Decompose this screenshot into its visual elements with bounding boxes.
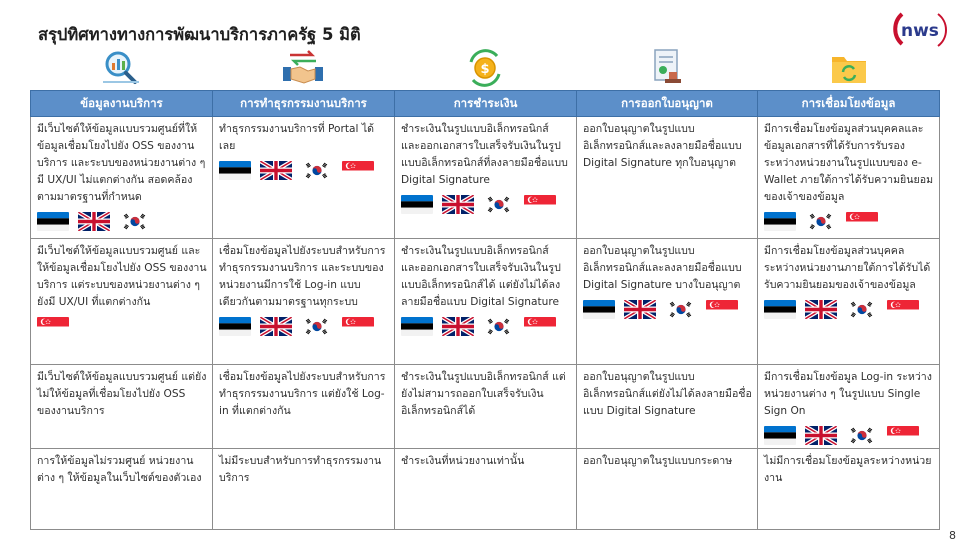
cell-text: มีการเชื่อมโยงข้อมูลส่วนบุคคลและข้อมูลเอกสารที่ได้รับการรับรองระหว่างหน่วยงานในรูปแบบของ e-Wallet ภายใต้การได้รับความยินยอมของเจ้าของข้อมูล — [764, 123, 934, 203]
table-cell — [213, 239, 395, 365]
table-cell — [758, 239, 940, 365]
table-row — [31, 117, 940, 239]
flag-korea-icon — [846, 300, 878, 319]
cell-text: ทำธุรกรรมงานบริการที่ Portal ได้เลย — [219, 123, 375, 152]
column-icons — [30, 47, 939, 89]
cell-text: มีการเชื่อมโยงข้อมูล Log-in ระหว่างหน่วยงานต่าง ๆ ในรูปแบบ Single Sign On — [764, 371, 932, 417]
cell-text: ชำระเงินในรูปแบบอิเล็กทรอนิกส์ และออกเอกสารใบเสร็จรับเงินในรูปแบบอิเล็กทรอนิกส์ได้ แต่ยังไม่ได้ลงลายมือชื่อแบบ Digital Signature — [401, 245, 561, 308]
table-cell — [758, 117, 940, 239]
country-flags — [401, 317, 571, 336]
flag-korea-icon — [119, 212, 151, 231]
country-flags — [583, 300, 752, 319]
cell-text: เชื่อมโยงข้อมูลไปยังระบบสำหรับการทำธุรกรรมงานบริการ และระบบของหน่วยงานมีการใช้ Log-in แบบเดียวกันตามมาตรฐานทุกระบบ — [219, 245, 386, 308]
table-cell — [758, 365, 940, 449]
table-cell — [31, 239, 213, 365]
cell-text: เชื่อมโยงข้อมูลไปยังระบบสำหรับการทำธุรกรรมงานบริการ แต่ยังใช้ Log-in ที่แตกต่างกัน — [219, 371, 386, 417]
flag-estonia-icon — [764, 300, 796, 319]
table-cell — [31, 449, 213, 530]
flag-korea-icon — [483, 317, 515, 336]
flag-estonia-icon — [37, 212, 69, 231]
table-row — [31, 365, 940, 449]
flag-singapore-icon — [706, 300, 738, 319]
table-cell — [395, 117, 577, 239]
cell-text: ออกใบอนุญาตในรูปแบบอิเล็กทรอนิกส์และลงลายมือชื่อแบบ Digital Signature บางใบอนุญาต — [583, 245, 742, 291]
country-flags — [764, 300, 934, 319]
cell-text: ออกใบอนุญาตในรูปแบบกระดาษ — [583, 455, 733, 467]
country-flags — [219, 317, 389, 336]
flag-singapore-icon — [846, 212, 878, 231]
flag-singapore-icon — [524, 195, 556, 214]
cell-text: ไม่มีระบบสำหรับการทำธุรกรรมงานบริการ — [219, 455, 382, 484]
flag-uk-icon — [442, 195, 474, 214]
flag-uk-icon — [260, 317, 292, 336]
flag-korea-icon — [846, 426, 878, 445]
cell-text: ชำระเงินที่หน่วยงานเท่านั้น — [401, 455, 525, 467]
table-cell — [31, 117, 213, 239]
table-cell — [395, 449, 577, 530]
service-direction-table — [30, 90, 940, 530]
country-flags — [764, 426, 934, 445]
cell-text: ชำระเงินในรูปแบบอิเล็กทรอนิกส์ แต่ยังไม่สามารถออกใบเสร็จรับเงินอิเล็กทรอนิกส์ได้ — [401, 371, 566, 417]
country-flags — [37, 317, 207, 336]
table-cell — [31, 365, 213, 449]
cell-text: ออกใบอนุญาตในรูปแบบอิเล็กทรอนิกส์แต่ยังไม่ได้ลงลายมือชื่อแบบ Digital Signature — [583, 371, 752, 417]
data-analytics-icon — [30, 47, 212, 89]
flag-korea-icon — [301, 317, 333, 336]
folder-sync-icon — [758, 47, 940, 89]
table-cell — [395, 239, 577, 365]
nws-logo — [892, 8, 948, 52]
flag-uk-icon — [624, 300, 656, 319]
flag-estonia-icon — [764, 426, 796, 445]
flag-uk-icon — [78, 212, 110, 231]
license-stamp-icon — [576, 47, 758, 89]
flag-estonia-icon — [219, 161, 251, 180]
flag-singapore-icon — [887, 426, 919, 445]
country-flags — [219, 161, 389, 180]
country-flags — [401, 195, 571, 214]
flag-uk-icon — [260, 161, 292, 180]
table-cell — [395, 365, 577, 449]
payment-coin-icon — [394, 47, 576, 89]
table-row — [31, 449, 940, 530]
flag-estonia-icon — [219, 317, 251, 336]
table-cell — [213, 365, 395, 449]
flag-estonia-icon — [764, 212, 796, 231]
flag-uk-icon — [805, 426, 837, 445]
country-flags — [37, 212, 207, 231]
table-cell — [213, 117, 395, 239]
flag-singapore-icon — [342, 161, 374, 180]
flag-korea-icon — [665, 300, 697, 319]
cell-text: มีการเชื่อมโยงข้อมูลส่วนบุคคลระหว่างหน่วยงานภายใต้การได้รับได้รับความยินยอมของเจ้าของข้อมูล — [764, 245, 931, 291]
country-flags — [764, 212, 934, 231]
cell-text: มีเว็บไซต์ให้ข้อมูลแบบรวมศูนย์ แต่ยังไม่ให้ข้อมูลที่เชื่อมโยงไปยัง OSS ของงานบริการ — [37, 371, 207, 417]
logo-text: nws — [901, 21, 939, 41]
flag-uk-icon — [805, 300, 837, 319]
table-cell — [577, 365, 758, 449]
cell-text: ออกใบอนุญาตในรูปแบบอิเล็กทรอนิกส์และลงลายมือชื่อแบบ Digital Signature ทุกใบอนุญาต — [583, 123, 742, 169]
flag-uk-icon — [442, 317, 474, 336]
table-row — [31, 239, 940, 365]
handshake-icon — [212, 47, 394, 89]
flag-singapore-icon — [887, 300, 919, 319]
flag-korea-icon — [805, 212, 837, 231]
flag-singapore-icon — [524, 317, 556, 336]
page-title: สรุปทิศทางทางการพัฒนาบริการภาครัฐ 5 มิติ — [38, 25, 361, 44]
flag-estonia-icon — [583, 300, 615, 319]
flag-singapore-icon — [37, 317, 69, 336]
cell-text: ไม่มีการเชื่อมโยงข้อมูลระหว่างหน่วยงาน — [764, 455, 932, 484]
table-cell — [577, 239, 758, 365]
page-number: 8 — [949, 529, 956, 542]
flag-estonia-icon — [401, 195, 433, 214]
svg-text:$: $ — [480, 62, 490, 77]
flag-korea-icon — [483, 195, 515, 214]
column-header: การออกใบอนุญาต — [577, 91, 758, 117]
table-cell — [577, 117, 758, 239]
cell-text: ชำระเงินในรูปแบบอิเล็กทรอนิกส์ และออกเอกสารใบเสร็จรับเงินในรูปแบบอิเล็กทรอนิกส์ที่ลงลายมือชื่อแบบ Digital Signature — [401, 123, 568, 186]
flag-singapore-icon — [342, 317, 374, 336]
table-cell — [213, 449, 395, 530]
cell-text: การให้ข้อมูลไม่รวมศูนย์ หน่วยงานต่าง ๆ ให้ข้อมูลในเว็บไซต์ของตัวเอง — [37, 455, 202, 484]
column-header: ข้อมูลงานบริการ — [31, 91, 213, 117]
table-cell — [577, 449, 758, 530]
cell-text: มีเว็บไซต์ให้ข้อมูลแบบรวมศูนย์ที่ให้ข้อมูลเชื่อมโยงไปยัง OSS ของงานบริการ และระบบของหน่วยงานต่าง ๆ มี UX/UI ไม่แตกต่างกัน สอดคล้องตามมาตรฐานที่กำหนด — [37, 123, 206, 203]
column-header: การทำธุรกรรมงานบริการ — [213, 91, 395, 117]
table-header-row — [31, 91, 940, 117]
flag-estonia-icon — [401, 317, 433, 336]
column-header: การเชื่อมโยงข้อมูล — [758, 91, 940, 117]
column-header: การชำระเงิน — [395, 91, 577, 117]
table-cell — [758, 449, 940, 530]
cell-text: มีเว็บไซต์ให้ข้อมูลแบบรวมศูนย์ และให้ข้อมูลเชื่อมโยงไปยัง OSS ของงานบริการ แต่ระบบของหน่วยงานต่าง ๆ ยังมี UX/UI ที่แตกต่างกัน — [37, 245, 207, 308]
flag-korea-icon — [301, 161, 333, 180]
